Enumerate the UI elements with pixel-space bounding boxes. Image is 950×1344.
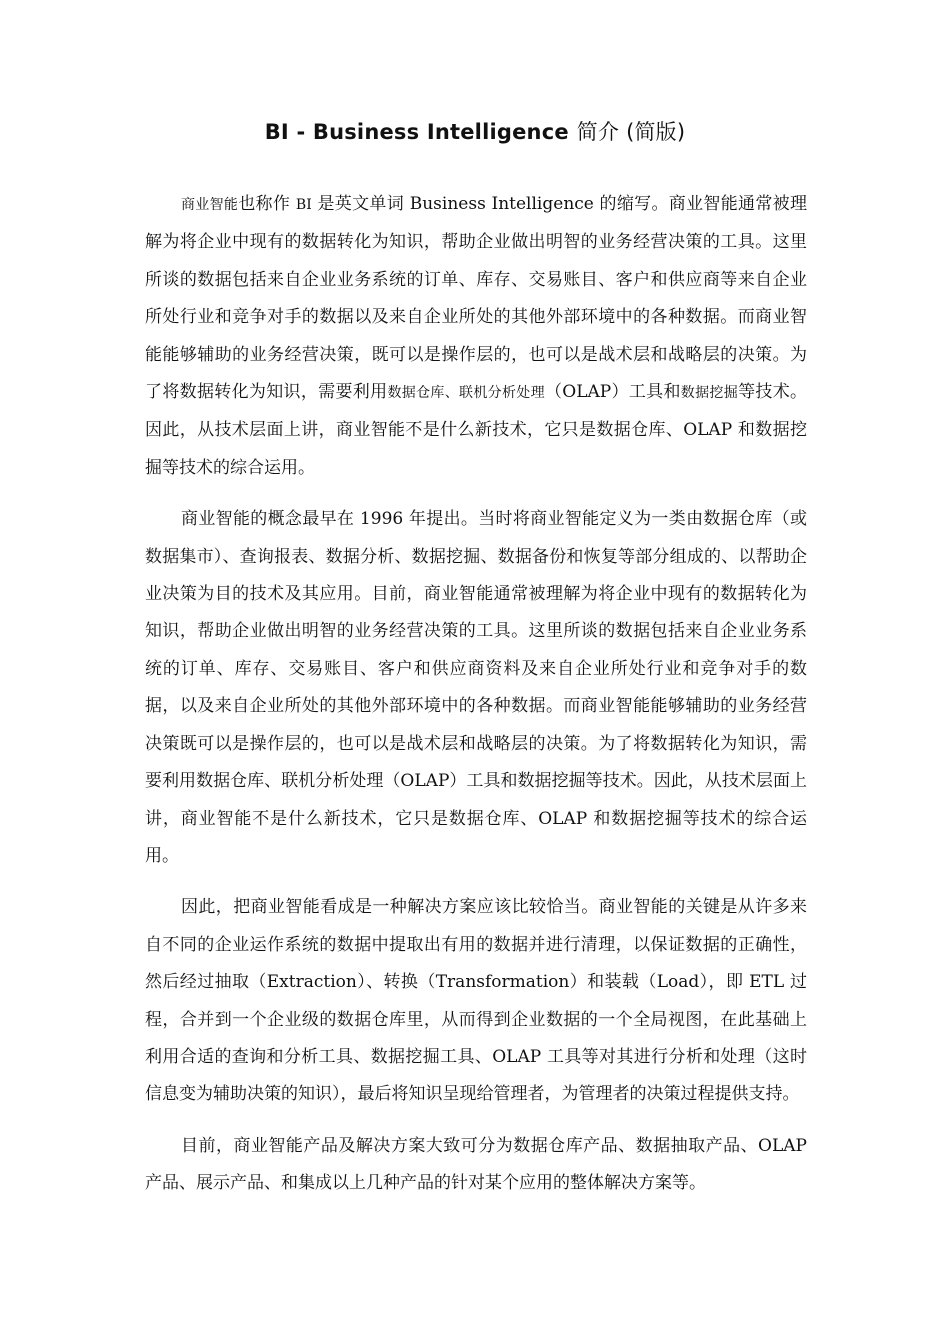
- paragraph-3: 因此，把商业智能看成是一种解决方案应该比较恰当。商业智能的关键是从许多来自不同的企业运作系统的数据中提取出有用的数据并进行清理，以保证数据的正确性，然后经过抽取（Extraction）、转换（Transformation）和装载（Load），即 ETL 过程，合并到一个企业级的数据仓库里，从而得到企业数据的一个全局视图，在此基础上利用合适的查询和分析工具、数据挖掘工具、OLAP 工具等对其进行分析和处理（这时信息变为辅助决策的知识），最后将知识呈现给管理者，为管理者的决策过程提供支持。: [145, 897, 807, 1105]
- paragraph-1-text-a: 也称作: [238, 194, 296, 214]
- title-chinese: 简介 (简版): [576, 120, 686, 144]
- paragraph-4: 目前，商业智能产品及解决方案大致可分为数据仓库产品、数据抽取产品、OLAP 产品、展示产品、和集成以上几种产品的针对某个应用的整体解决方案等。: [145, 1135, 807, 1194]
- paragraph-1: [145, 186, 807, 487]
- document-body: [145, 186, 807, 1217]
- paragraph-1-term-dw-olap: 数据仓库、联机分析处理: [387, 385, 545, 402]
- paragraph-1-abbr: BI: [295, 197, 312, 213]
- paragraph-1-text-c: （OLAP）工具和: [544, 382, 681, 403]
- paragraph-2: 商业智能的概念最早在 1996 年提出。当时将商业智能定义为一类由数据仓库（或数据集市）、查询报表、数据分析、数据挖掘、数据备份和恢复等部分组成的、以帮助企业决策为目的技术及其应用。目前，商业智能通常被理解为将企业中现有的数据转化为知识，帮助企业做出明智的业务经营决策的工具。这里所谈的数据包括来自企业业务系统的订单、库存、交易账目、客户和供应商资料及来自企业所处行业和竞争对手的数据，以及来自企业所处的其他外部环境中的各种数据。而商业智能能够辅助的业务经营决策既可以是操作层的，也可以是战术层和战略层的决策。为了将数据转化为知识，需要利用数据仓库、联机分析处理（OLAP）工具和数据挖掘等技术。因此，从技术层面上讲，商业智能不是什么新技术，它只是数据仓库、OLAP 和数据挖掘等技术的综合运用。: [145, 509, 807, 866]
- paragraph-1-term-bi: 商业智能: [181, 197, 239, 213]
- title-latin: BI - Business Intelligence: [264, 120, 569, 144]
- paragraph-1-text-b: 是英文单词 Business Intelligence 的缩写。商业智能通常被理解为将企业中现有的数据转化为知识，帮助企业做出明智的业务经营决策的工具。这里所谈的数据包括来自企业业务系统的订单、库存、交易账目、客户和供应商等来自企业所处行业和竞争对手的数据以及来自企业所处的其他外部环境中的各种数据。而商业智能能够辅助的业务经营决策，既可以是操作层的，也可以是战术层和战略层的决策。为了将数据转化为知识，需要利用: [145, 194, 807, 403]
- document-title: [0, 116, 950, 148]
- paragraph-1-term-dm: 数据挖掘: [680, 385, 739, 402]
- paragraph-1-text-d: 等技术。因此，从技术层面上讲，商业智能不是什么新技术，它只是数据仓库、OLAP 和数据挖掘等技术的综合运用。: [145, 382, 808, 478]
